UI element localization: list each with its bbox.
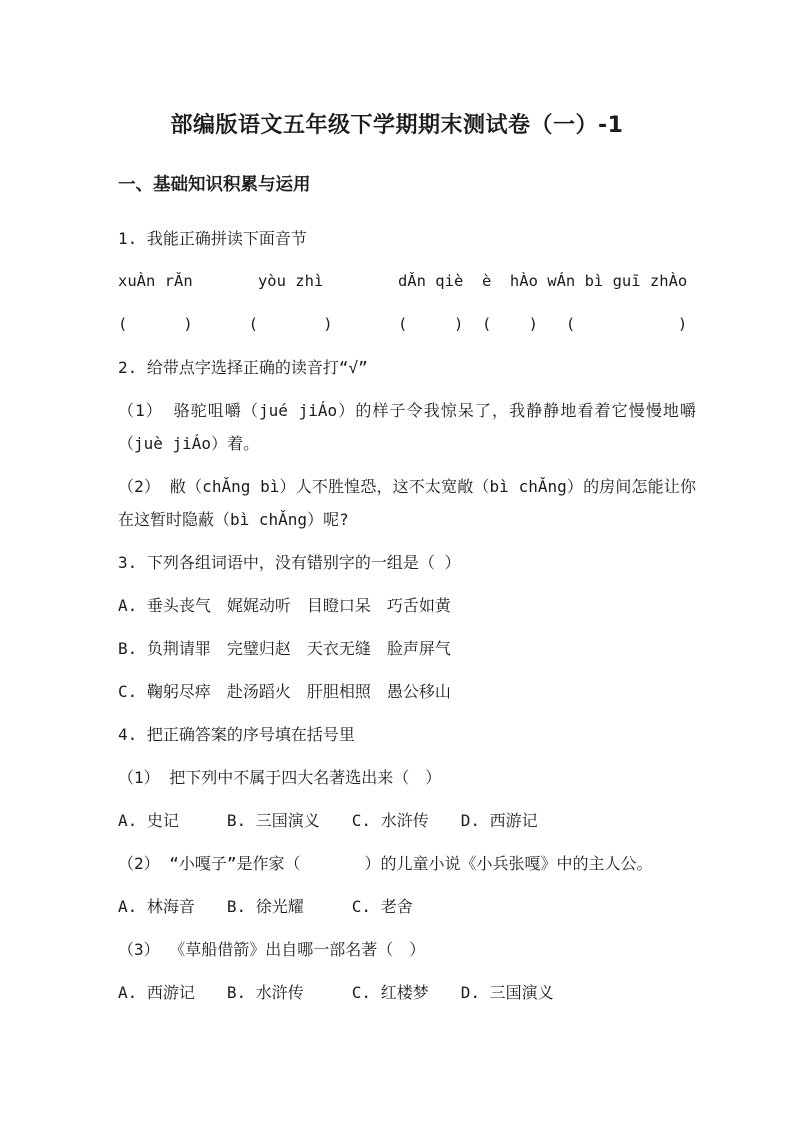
question-1-answer-brackets-row: ( ) ( ) ( ) ( ) ( )	[118, 315, 688, 333]
question-4-sub1-options: A. 史记 B. 三国演义 C. 水浒传 D. 西游记	[118, 811, 538, 830]
question-1-prompt: 1. 我能正确拼读下面音节	[118, 229, 307, 248]
exam-title: 部编版语文五年级下学期期末测试卷（一）-1	[170, 113, 624, 138]
question-4-sub3-prompt: （3） 《草船借箭》出自哪一部名著（ ）	[118, 940, 426, 959]
question-4-prompt: 4. 把正确答案的序号填在括号里	[118, 725, 355, 744]
question-3-option-c: C. 鞠躬尽瘁 赴汤蹈火 肝胆相照 愚公移山	[118, 682, 451, 701]
question-3-option-b: B. 负荆请罪 完璧归赵 天衣无缝 脸声屏气	[118, 639, 451, 658]
question-2-item-1: （1） 骆驼咀嚼（jué jiÁo）的样子令我惊呆了，我静静地看着它慢慢地嚼（juè jiÁo）着。	[118, 401, 696, 453]
question-4-sub3-options: A. 西游记 B. 水浒传 C. 红楼梦 D. 三国演义	[118, 983, 554, 1002]
question-4-sub1-prompt: （1） 把下列中不属于四大名著选出来（ ）	[118, 768, 442, 787]
question-2-prompt: 2. 给带点字选择正确的读音打“√”	[118, 358, 368, 377]
question-4-sub2-prompt: （2） “小嘎子”是作家（ ）的儿童小说《小兵张嘎》中的主人公。	[118, 854, 653, 873]
question-2-item-2: （2） 敝（chǍng bì）人不胜惶恐，这不太宽敞（bì chǍng）的房间怎能让你在这暂时隐蔽（bì chǍng）呢?	[118, 477, 696, 529]
question-4-sub2-options: A. 林海音 B. 徐光耀 C. 老舍	[118, 897, 413, 916]
question-3-prompt: 3. 下列各组词语中，没有错别字的一组是（ ）	[118, 553, 461, 572]
question-1-pinyin-row: xuÀn rǍn yòu zhì dǍn qiè è hÀo wÁn bì guī zhÀo	[118, 272, 688, 290]
section-one-heading: 一、基础知识积累与运用	[118, 175, 311, 195]
question-3-option-a: A. 垂头丧气 娓娓动听 目瞪口呆 巧舌如黄	[118, 596, 451, 615]
